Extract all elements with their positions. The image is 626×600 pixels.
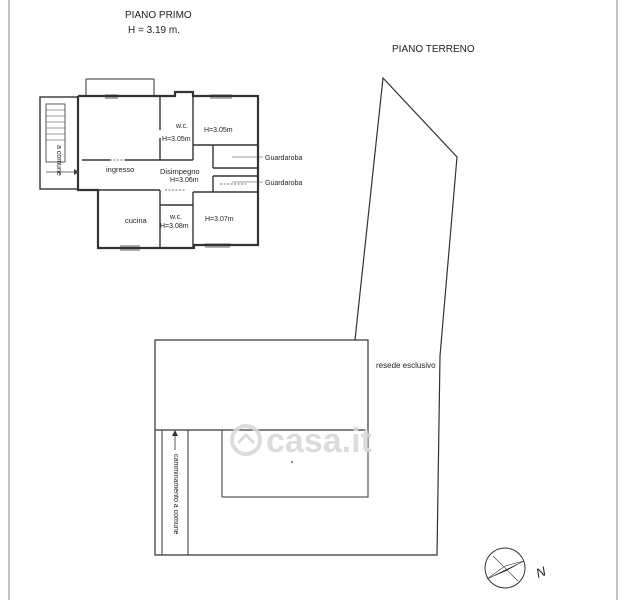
room-height-bottom-right: H=3.07m bbox=[205, 216, 234, 223]
walkway-arrow-head bbox=[172, 430, 178, 436]
room-height-wc-top: H=3.05m bbox=[162, 136, 191, 143]
stair-label: a comune bbox=[55, 145, 62, 176]
survey-dot bbox=[291, 461, 293, 463]
room-label-guardaroba-1: Guardaroba bbox=[265, 155, 303, 162]
first-floor-plan bbox=[40, 79, 302, 250]
room-label-disimpegno: Disimpegno bbox=[160, 167, 200, 176]
room-height-disimpegno: H=3.06m bbox=[170, 177, 199, 184]
watermark-logo bbox=[232, 422, 372, 460]
watermark-text: casa.it bbox=[266, 422, 372, 460]
compass-label: N bbox=[533, 563, 548, 581]
resede-outline bbox=[155, 78, 457, 555]
ground-floor-plan bbox=[155, 78, 457, 555]
room-label-wc-top: w.c. bbox=[176, 123, 189, 130]
room-label-cucina: cucina bbox=[125, 216, 147, 225]
first-floor-height: H = 3.19 m. bbox=[128, 25, 180, 36]
stair-treads bbox=[46, 110, 65, 140]
room-height-wc-bottom: H=3.08m bbox=[160, 223, 189, 230]
first-floor-title: PIANO PRIMO bbox=[125, 10, 192, 21]
walkway-label: camminamento a comune bbox=[172, 454, 179, 535]
compass-icon bbox=[485, 548, 548, 588]
room-label-ingresso: ingresso bbox=[106, 165, 135, 174]
building-footprint bbox=[155, 340, 368, 430]
room-label-guardaroba-2: Guardaroba bbox=[265, 180, 303, 187]
resede-label: resede esclusivo bbox=[376, 361, 436, 370]
balcony bbox=[86, 79, 154, 96]
room-label-wc-bottom: w.c. bbox=[170, 214, 183, 221]
ground-floor-title: PIANO TERRENO bbox=[392, 44, 475, 55]
room-height-top-right: H=3.05m bbox=[204, 127, 233, 134]
